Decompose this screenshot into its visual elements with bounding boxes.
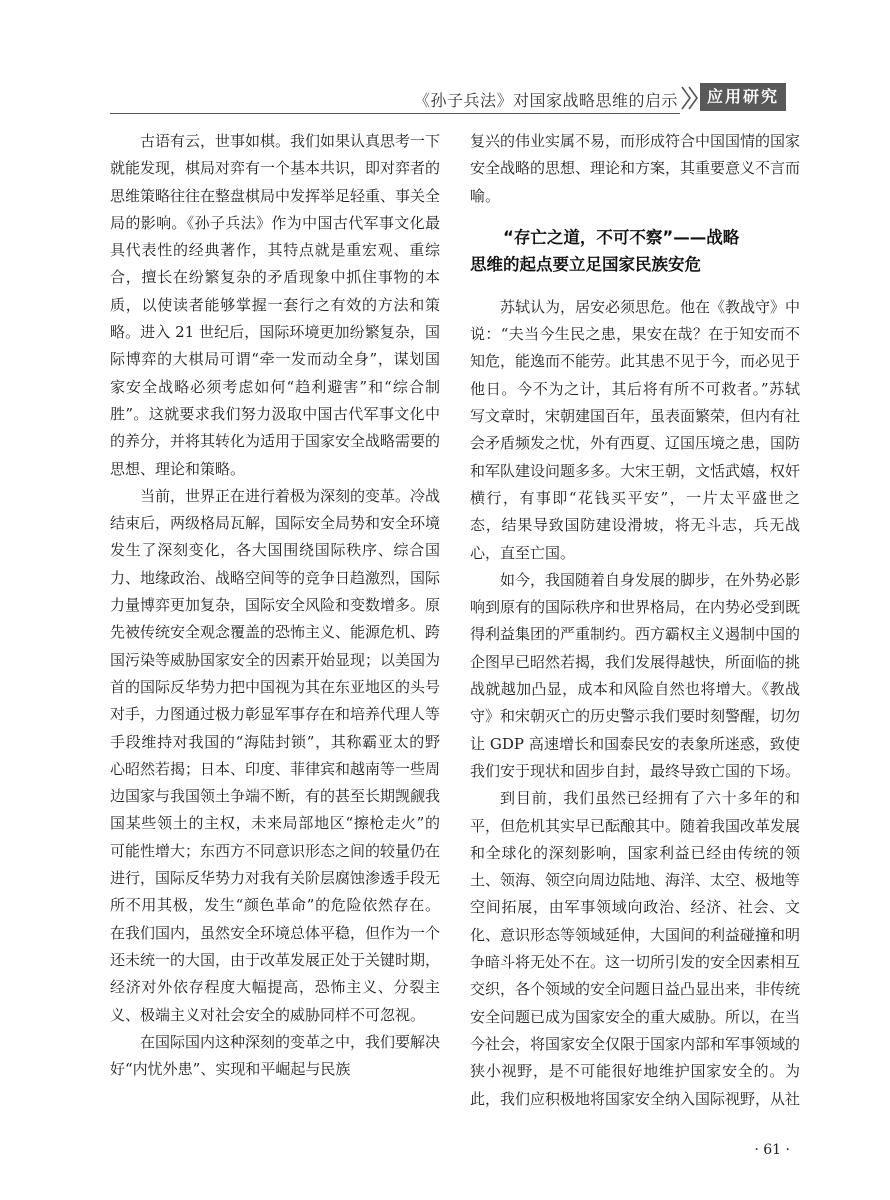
running-header (0, 82, 890, 116)
paragraph: 苏轼认为，居安必须思危。他在《教战守》中说：“夫当今生民之患，果安在哉？在于知安而不知危，能逸而不能劳。此其患不见于今，而必见于他日。今不为之计，其后将有所不可救者。”苏轼写文章时，宋朝建国百年，虽表面繁荣，但内有社会矛盾频发之忧，外有西夏、辽国压境之患，国防和军队建设问题多多。大宋王朝，文恬武嬉，权奸横行，有事即“花钱买平安”，一片太平盛世之态，结果导致国防建设滑坡，将无斗志，兵无战心，直至亡国。 (470, 297, 800, 562)
section-label: 应用研究 (700, 83, 786, 111)
double-chevron-icon (679, 85, 701, 111)
left-column (110, 128, 440, 1138)
header-rule (110, 113, 680, 114)
running-title: 《孙子兵法》对国家战略思维的启示 (413, 91, 678, 110)
paragraph: 在国际国内这种深刻的变革之中，我们要解决好“内忧外患”、实现和平崛起与民族 (110, 1032, 440, 1079)
paragraph: 当前，世界正在进行着极为深刻的变革。冷战结束后，两级格局瓦解，国际安全局势和安全环境发生了深刻变化，各大国围绕国际秩序、综合国力、地缘政治、战略空间等的竞争日趋激烈，国际力量博弈更加复杂，国际安全风险和变数增多。原先被传统安全观念覆盖的恐怖主义、能源危机、跨国污染等威胁国家安全的因素开始显现；以美国为首的国际反华势力把中国视为其在东亚地区的头号对手，力图通过极力彰显军事存在和培养代理人等手段维持对我国的“海陆封锁”，其称霸亚太的野心昭然若揭；日本、印度、菲律宾和越南等一些周边国家与我国领土争端不断，有的甚至长期觊觎我国某些领土的主权，未来局部地区“擦枪走火”的可能性增大；东西方不同意识形态之间的较量仍在进行，国际反华势力对我有关阶层腐蚀渗透手段无所不用其极，发生“颜色革命”的危险依然存在。在我们国内，虽然安全环境总体平稳，但作为一个还未统一的大国，由于改革发展正处于关键时期，经济对外依存程度大幅提高，恐怖主义、分裂主义、极端主义对社会安全的威胁同样不可忽视。 (110, 486, 440, 1024)
section-heading-line: “存亡之道，不可不察”——战略 (503, 227, 740, 247)
section-heading-line: 思维的起点要立足国家民族安危 (470, 254, 701, 274)
paragraph: 如今，我国随着自身发展的脚步，在外势必影响到原有的国际秩序和世界格局，在内势必受到既得利益集团的严重制约。西方霸权主义遏制中国的企图早已昭然若揭，我们发展得越快，所面临的挑战就越加凸显，成本和风险自然也将增大。《教战守》和宋朝灭亡的历史警示我们要时刻警醒，切勿让 GDP 高速增长和国泰民安的表象所迷惑，致使我们安于现状和固步自封，最终导致亡国的下场。 (470, 570, 800, 780)
page-number: · 61 · (754, 1142, 790, 1158)
paragraph-continued: 复兴的伟业实属不易，而形成符合中国国情的国家安全战略的思想、理论和方案，其重要意义不言而喻。 (470, 132, 800, 205)
right-column (470, 128, 800, 1138)
section-heading (470, 224, 800, 278)
paragraph: 到目前，我们虽然已经拥有了六十多年的和平，但危机其实早已酝酿其中。随着我国改革发展和全球化的深刻影响，国家利益已经由传统的领土、领海、领空向周边陆地、海洋、太空、极地等空间拓展，由军事领域向政治、经济、社会、文化、意识形态等领域延伸，大国间的利益碰撞和明争暗斗将无处不在。这一切所引发的安全因素相互交织，各个领域的安全问题日益凸显出来，非传统安全问题已成为国家安全的重大威胁。所以，在当今社会，将国家安全仅限于国家内部和军事领域的狭小视野，是不可能很好地维护国家安全的。为此，我们应积极地将国家安全纳入国际视野，从社 (470, 789, 800, 1108)
paragraph: 古语有云，世事如棋。我们如果认真思考一下就能发现，棋局对弈有一个基本共识，即对弈者的思维策略往往在整盘棋局中发挥举足轻重、事关全局的影响。《孙子兵法》作为中国古代军事文化最具代表性的经典著作，其特点就是重宏观、重综合，擅长在纷繁复杂的矛盾现象中抓住事物的本质，以使读者能够掌握一套行之有效的方法和策略。进入 21 世纪后，国际环境更加纷繁复杂，国际博弈的大棋局可谓“牵一发而动全身”，谋划国家安全战略必须考虑如何“趋利避害”和“综合制胜”。这就要求我们努力汲取中国古代军事文化中的养分，并将其转化为适用于国家安全战略需要的思想、理论和策略。 (110, 132, 440, 478)
